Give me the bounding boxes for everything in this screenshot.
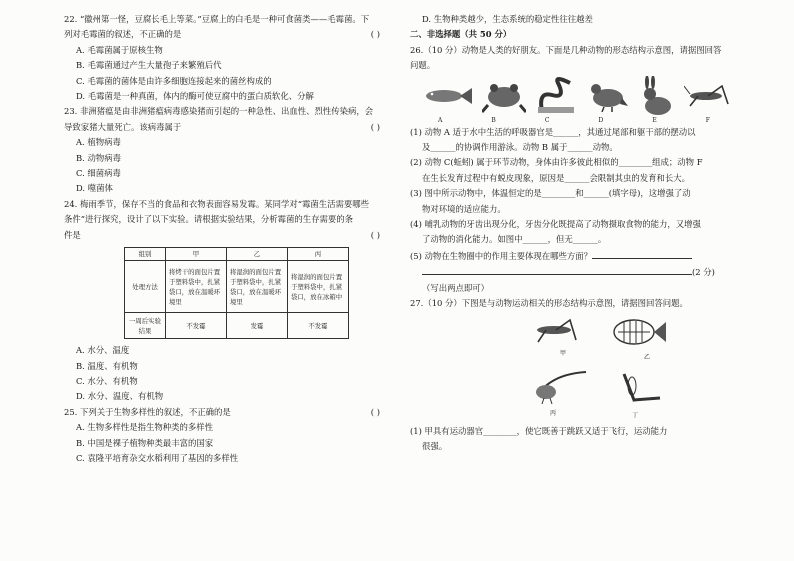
experiment-table xyxy=(124,247,349,339)
fish-skeleton-icon xyxy=(610,314,666,350)
q22-option-c: C. 毛霉菌的菌体是由许多细胞连接起来的菌丝构成的 xyxy=(76,75,272,86)
q25-option-d: D. 生物种类越少，生态系统的稳定性往往越差 xyxy=(422,14,593,24)
q23-option-b: B. 动物病毒 xyxy=(76,152,121,163)
q23-stem-1: 23. 非洲猪瘟是由非洲猪瘟病毒感染猪而引起的一种急性、出血性、烈性传染病，会 xyxy=(64,106,374,117)
q24-answer-paren: ( ) xyxy=(370,229,380,240)
q24-option-c: C. 水分、有机物 xyxy=(76,375,138,386)
label-a: A xyxy=(438,116,443,124)
table-head-group: 组别 xyxy=(125,248,166,261)
q23-option-d: D. 噬菌体 xyxy=(76,183,113,194)
q26-image-labels xyxy=(438,116,710,125)
left-column xyxy=(64,12,394,466)
q25-option-c: C. 袁隆平培育杂交水稻利用了基因的多样性 xyxy=(76,452,239,463)
q24-stem-1: 24. 梅雨季节，保存不当的食品和衣物表面容易发霉。某同学对“霉菌生活需要哪些 xyxy=(64,198,370,209)
label-bing: 丙 xyxy=(550,409,557,417)
table-row-result-label: 一周后实验结果 xyxy=(125,313,166,339)
label-f: F xyxy=(705,116,710,124)
bird-skeleton-icon xyxy=(530,368,590,404)
q25-answer-paren: ( ) xyxy=(370,406,380,417)
label-jia: 甲 xyxy=(560,349,567,357)
table-head-bing: 丙 xyxy=(288,248,349,261)
q24-stem-2: 条件”进行探究，设计了以下实验。请根据实验结果，分析霉菌的生存需要的条 xyxy=(64,214,354,225)
earthworm-icon xyxy=(536,77,576,115)
q26-line-7: (4) 哺乳动物的牙齿出现分化，牙齿分化既提高了动物摄取食物的能力，又增强 xyxy=(410,219,701,230)
q26-line-3: (2) 动物 C(蚯蚓) 属于环节动物，身体由许多彼此相似的________组成；动物 F xyxy=(410,157,703,168)
q26-line-11: （写出两点即可） xyxy=(422,282,489,293)
q26-line-9: (5) 动物在生物圈中的作用主要体现在哪些方面？ xyxy=(410,250,593,261)
table-head-yi: 乙 xyxy=(227,248,288,261)
frog-icon xyxy=(482,79,526,113)
q27-line-2: 很强。 xyxy=(422,440,448,451)
arm-muscle-icon xyxy=(620,370,664,406)
label-d: D xyxy=(598,116,604,124)
q24-option-d: D. 水分、温度、有机物 xyxy=(76,391,164,402)
q26-line-2: 及______的协调作用游泳。动物 B 属于______动物。 xyxy=(422,142,618,153)
q22-stem-1: 22. “徽州第一怪，豆腐长毛上等菜。”豆腐上的白毛是一种可食菌类——毛霉菌。下 xyxy=(64,14,370,24)
table-head-jia: 甲 xyxy=(166,248,227,261)
right-column xyxy=(410,12,740,454)
table-row-method-label: 处理方法 xyxy=(125,261,166,313)
q26-animal-images xyxy=(422,76,730,116)
label-ding: 丁 xyxy=(632,411,639,419)
q26-answer-line-2[interactable] xyxy=(422,264,692,275)
q22-option-b: B. 毛霉菌通过产生大量孢子来繁殖后代 xyxy=(76,60,222,71)
table-cell-method-jia: 将烤干的面包片置于塑料袋中，扎紧袋口，放在温暖环境里 xyxy=(166,261,227,313)
label-e: E xyxy=(652,116,657,124)
table-cell-method-bing: 将湿润的面包片置于塑料袋中，扎紧袋口，放在冰箱中 xyxy=(288,261,349,313)
q26-line-1: (1) 动物 A 适于水中生活的呼吸器官是______，其通过尾部和躯干部的摆动以 xyxy=(410,126,696,137)
fish-icon xyxy=(422,85,472,107)
q22-stem-2: 列对毛霉菌的叙述，不正确的是 xyxy=(64,29,182,40)
pigeon-icon xyxy=(586,80,628,112)
label-yi: 乙 xyxy=(644,353,651,361)
q23-option-c: C. 细菌病毒 xyxy=(76,168,121,179)
q26-line-6: 物对环境的适应能力。 xyxy=(422,203,506,214)
label-c: C xyxy=(544,116,550,124)
q25-option-b: B. 中国是裸子植物种类最丰富的国家 xyxy=(76,437,214,448)
grasshopper-icon xyxy=(684,82,730,110)
table-cell-result-yi: 发霉 xyxy=(227,313,288,339)
rabbit-icon xyxy=(638,76,674,116)
table-cell-result-jia: 不发霉 xyxy=(166,313,227,339)
q25-stem: 25. 下列关于生物多样性的叙述，不正确的是 xyxy=(64,406,231,417)
section-title: 二、非选择题（共 50 分） xyxy=(410,29,512,40)
q25-option-a: A. 生物多样性是指生物种类的多样性 xyxy=(76,422,213,433)
q26-line-8: 了动物的消化能力。如图中______，但无______。 xyxy=(422,234,607,245)
grasshopper-icon xyxy=(530,316,580,346)
q26-stem-2: 问题。 xyxy=(410,60,436,71)
q22-answer-paren: ( ) xyxy=(370,29,380,40)
q27-stem: 27.（10 分）下图是与动物运动相关的形态结构示意图，请据图回答问题。 xyxy=(410,298,688,309)
q24-option-b: B. 温度、有机物 xyxy=(76,360,138,371)
q24-option-a: A. 水分、温度 xyxy=(76,345,130,356)
q23-answer-paren: ( ) xyxy=(370,121,380,132)
q22-option-a: A. 毛霉菌属于原核生物 xyxy=(76,44,163,55)
q27-figure xyxy=(410,312,740,424)
q24-stem-3: 件是 xyxy=(64,229,81,240)
q26-answer-line-1[interactable] xyxy=(592,248,692,259)
table-cell-method-yi: 将湿润的面包片置于塑料袋中，扎紧袋口，放在温暖环境里 xyxy=(227,261,288,313)
q26-stem-1: 26.（10 分）动物是人类的好朋友。下面是几种动物的形态结构示意图，请据图回答 xyxy=(410,44,722,55)
q22-option-d: D. 毛霉菌是一种真菌，体内的酶可使豆腐中的蛋白质软化、分解 xyxy=(76,91,314,102)
q26-points: (2 分) xyxy=(692,267,715,278)
table-cell-result-bing: 不发霉 xyxy=(288,313,349,339)
q27-line-1: (1) 甲具有运动器官________，使它既善于跳跃又适于飞行，运动能力 xyxy=(410,425,668,436)
label-b: B xyxy=(491,116,496,124)
q26-line-4: 在生长发育过程中有蜕皮现象，原因是______会限制其虫的发育和长大。 xyxy=(422,172,690,183)
q26-line-5: (3) 图中所示动物中，体温恒定的是________和______(填字母)，这增强了动 xyxy=(410,188,691,199)
q23-stem-2: 导致家猪大量死亡。该病毒属于 xyxy=(64,121,182,132)
q23-option-a: A. 植物病毒 xyxy=(76,137,121,148)
